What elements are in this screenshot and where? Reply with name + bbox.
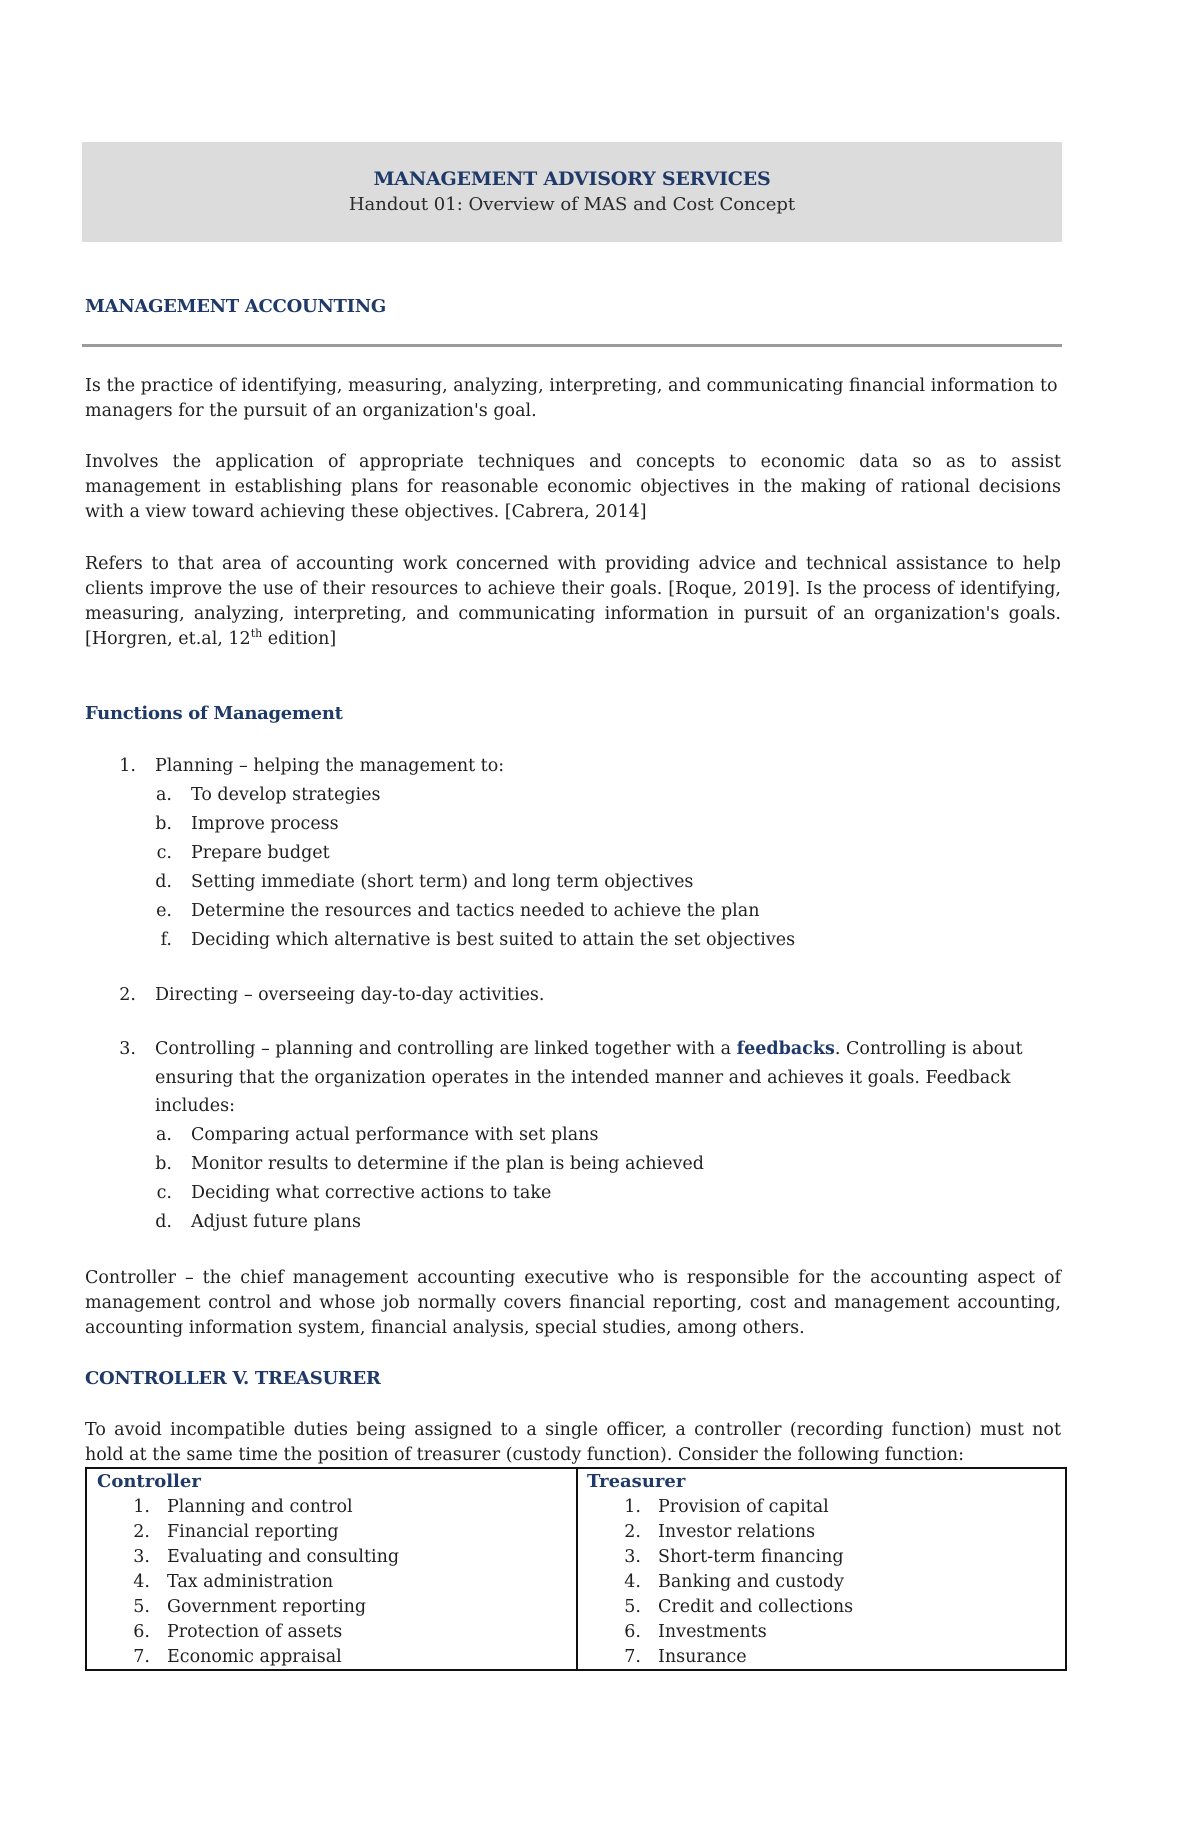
controlling-continuation: ensuring that the organization operates in the intended manner and achieves it goals. Feedback (155, 1068, 1011, 1088)
functions-heading: Functions of Management (85, 703, 343, 724)
item-number: 1. (624, 1497, 641, 1517)
feedbacks-emphasis: feedbacks (736, 1039, 835, 1059)
list-subitem-text: To develop strategies (191, 785, 381, 805)
list-subitem-text: Adjust future plans (191, 1212, 361, 1232)
list-letter: b. (155, 814, 172, 834)
list-number: 2. (119, 985, 136, 1005)
list-subitem-text: Determine the resources and tactics needed to achieve the plan (191, 901, 760, 921)
document-title: MANAGEMENT ADVISORY SERVICES (373, 168, 771, 190)
management-accounting-heading: MANAGEMENT ACCOUNTING (85, 296, 386, 317)
list-letter: c. (156, 1183, 172, 1203)
item-number: 4. (624, 1572, 641, 1592)
list-letter: d. (155, 872, 172, 892)
document-subtitle: Handout 01: Overview of MAS and Cost Concept (348, 194, 796, 215)
list-letter: f. (160, 930, 172, 950)
item-number: 2. (624, 1522, 641, 1542)
list-subitem-text: Monitor results to determine if the plan is being achieved (191, 1154, 704, 1174)
item-number: 7. (133, 1647, 150, 1667)
controller-treasurer-heading: CONTROLLER V. TREASURER (85, 1368, 381, 1389)
section-divider (82, 344, 1062, 347)
controlling-text-end: . Controlling is about (834, 1039, 1023, 1059)
item-number: 6. (624, 1622, 641, 1642)
item-number: 2. (133, 1522, 150, 1542)
list-letter: c. (156, 843, 172, 863)
definition-paragraph-3 (85, 552, 1061, 652)
edition-superscript: th (250, 627, 263, 641)
item-text: Insurance (658, 1647, 747, 1667)
list-letter: d. (155, 1212, 172, 1232)
item-text: Economic appraisal (167, 1647, 342, 1667)
list-number: 1. (119, 756, 136, 776)
item-number: 5. (133, 1597, 150, 1617)
definition-paragraph-1: Is the practice of identifying, measuring, analyzing, interpreting, and communicating financial information to managers for the pursuit of an organization's goal. (85, 376, 1058, 421)
definition-paragraph-2: Involves the application of appropriate techniques and concepts to economic data so as to assist management in establishing plans for reasonable economic objectives in the making of rational decisions with a view toward achieving these objectives. [Cabrera, 2014] (85, 452, 1061, 522)
controller-definition: Controller – the chief management accounting executive who is responsible for the accounting aspect of management control and whose job normally covers financial reporting, cost and management accounting, accounting information system, financial analysis, special studies, among others. (85, 1268, 1061, 1338)
item-text: Evaluating and consulting (167, 1547, 400, 1567)
item-text: Investments (658, 1622, 767, 1642)
controller-treasurer-table (85, 1467, 1067, 1671)
controlling-text-start: Controlling – planning and controlling are linked together with a (155, 1039, 737, 1059)
paragraph-3-end: edition] (262, 629, 337, 649)
header-banner (82, 142, 1062, 242)
item-number: 3. (624, 1547, 641, 1567)
item-text: Provision of capital (658, 1497, 829, 1517)
list-letter: e. (156, 901, 172, 921)
item-text: Investor relations (658, 1522, 816, 1542)
table-column-divider (576, 1469, 578, 1669)
list-letter: a. (156, 1125, 172, 1145)
list-subitem-text: Deciding which alternative is best suited to attain the set objectives (191, 930, 796, 950)
controller-treasurer-intro: To avoid incompatible duties being assigned to a single officer, a controller (recording function) must not hold at the same time the position of treasurer (custody function). Consider the following function: (85, 1420, 1061, 1465)
item-text: Tax administration (167, 1572, 334, 1592)
item-text: Government reporting (167, 1597, 367, 1617)
item-text: Banking and custody (658, 1572, 844, 1592)
list-number: 3. (119, 1039, 136, 1059)
item-text: Protection of assets (167, 1622, 343, 1642)
item-text: Short-term financing (658, 1547, 844, 1567)
item-number: 4. (133, 1572, 150, 1592)
item-number: 5. (624, 1597, 641, 1617)
treasurer-column-header: Treasurer (587, 1471, 686, 1492)
paragraph-3-text: Refers to that area of accounting work concerned with providing advice and technical assistance to help clients improve the use of their resources to achieve their goals. [Roque, 2019]. Is the process of identifying, measuring, analyzing, interpreting, and communicating information in pursuit of an organization's goals. [Horgren, et.al, 12 (85, 554, 1061, 649)
list-subitem-text: Improve process (191, 814, 339, 834)
controller-column-header: Controller (97, 1471, 201, 1492)
list-item-text (155, 1037, 1023, 1062)
item-text: Credit and collections (658, 1597, 854, 1617)
list-subitem-text: Prepare budget (191, 843, 330, 863)
item-number: 7. (624, 1647, 641, 1667)
list-item-text: Directing – overseeing day-to-day activities. (155, 985, 545, 1005)
list-subitem-text: Setting immediate (short term) and long term objectives (191, 872, 694, 892)
list-letter: b. (155, 1154, 172, 1174)
item-number: 1. (133, 1497, 150, 1517)
item-text: Financial reporting (167, 1522, 339, 1542)
item-text: Planning and control (167, 1497, 353, 1517)
list-item-text: Planning – helping the management to: (155, 756, 505, 776)
list-subitem-text: Comparing actual performance with set plans (191, 1125, 599, 1145)
item-number: 3. (133, 1547, 150, 1567)
list-letter: a. (156, 785, 172, 805)
item-number: 6. (133, 1622, 150, 1642)
list-subitem-text: Deciding what corrective actions to take (191, 1183, 552, 1203)
controlling-continuation: includes: (155, 1096, 235, 1116)
